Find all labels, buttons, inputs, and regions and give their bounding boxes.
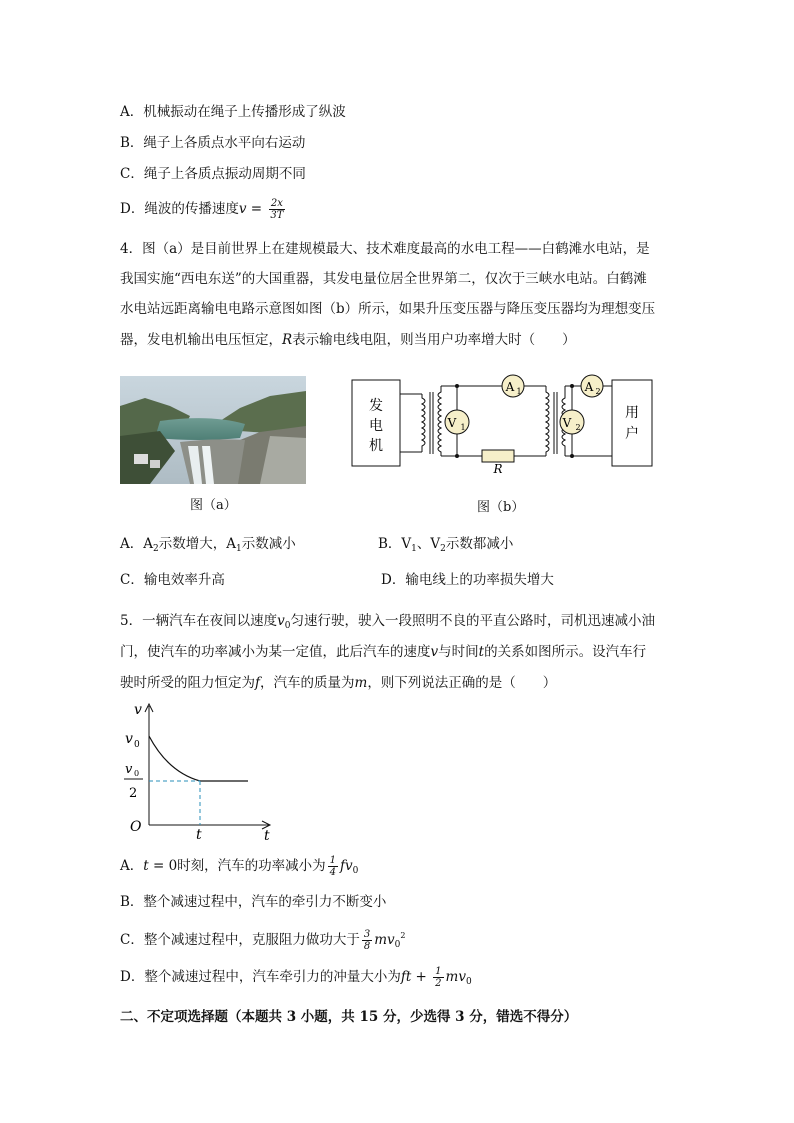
frac-den: 4 <box>329 867 337 878</box>
q5-l3-a: 驶时所受的阻力恒定为 <box>120 675 255 691</box>
q5a-eq: = 0 <box>148 858 178 874</box>
q5-l2-a: 门，使汽车的功率减小为某一定值，此后汽车的速度 <box>120 644 431 660</box>
q5-line-3 <box>120 673 556 693</box>
q5a-t: t <box>143 858 149 874</box>
q4a-part3: 示数减小 <box>241 536 296 552</box>
q4a-sub: 2 <box>153 544 159 554</box>
q5a-fv: fv <box>340 858 353 874</box>
q5a-b: 时刻，汽车的功率减小为 <box>177 858 326 874</box>
q5c-a: C．整个减速过程中，克服阻力做功大于 <box>120 932 360 948</box>
a2-sub: 2 <box>595 387 601 396</box>
origin-label: O <box>130 819 142 835</box>
v0-sub: 0 <box>134 740 140 750</box>
half-den: 2 <box>129 786 138 801</box>
v1-label: V <box>447 416 457 430</box>
v-axis-label: v <box>134 702 142 718</box>
q5d-plus: + <box>411 969 432 985</box>
q5-l2-v: v <box>430 644 439 660</box>
q4-line-4 <box>120 330 576 350</box>
q4-option-a <box>120 534 296 559</box>
q5-l2-t: t <box>478 644 485 660</box>
frac-num: 1 <box>329 855 337 866</box>
q4b-part3: 示数都减小 <box>445 536 514 552</box>
t-mark-label: t <box>196 827 202 842</box>
q5-l1-sub: 0 <box>284 621 291 631</box>
resistor-label: R <box>493 462 503 476</box>
frac-den: 2 <box>435 978 442 989</box>
q5-l1-v: v <box>277 613 285 629</box>
frac-num: 3 <box>363 929 371 940</box>
velocity-time-graph <box>118 700 282 842</box>
q5-l1-a: 5．一辆汽车在夜间以速度 <box>120 613 278 629</box>
q5a-a: A． <box>120 858 144 874</box>
circuit-diagram <box>350 372 660 476</box>
user-char-1: 用 <box>625 405 639 421</box>
q4b-part2: 、V <box>416 536 441 552</box>
generator-char-3: 机 <box>369 438 383 454</box>
q5d-a: D．整个减速过程中，汽车牵引力的冲量大小为 <box>120 969 401 985</box>
resistor-r <box>482 450 514 462</box>
fraction-1-4 <box>328 855 338 878</box>
q4-line-3: 水电站远距离输电电路示意图如图（b）所示，如果升压变压器与降压变压器均为理想变压 <box>120 301 656 317</box>
a1-label: A <box>505 380 515 394</box>
q5-l3-b: ，汽车的质量为 <box>260 675 355 691</box>
q4-line-1: 4．图（a）是目前世界上在建规模最大、技术难度最高的水电工程——白鹤滩水电站，是 <box>120 241 650 257</box>
q5d-sub: 0 <box>465 977 472 987</box>
equals: = <box>246 201 267 217</box>
fraction-1-2 <box>433 966 443 989</box>
t-axis-label: t <box>264 828 270 842</box>
generator-char-2: 电 <box>369 418 383 434</box>
q4-line-2: 我国实施“西电东送”的大国重器，其发电量位居全世界第二，仅次于三峡水电站。白鹤滩 <box>120 271 647 287</box>
q3-option-a: A．机械振动在绳子上传播形成了纵波 <box>120 104 346 120</box>
section-2-heading: 二、不定项选择题（本题共 3 小题，共 15 分，少选得 3 分，错选不得分） <box>120 1009 578 1025</box>
q5d-mv: mv <box>445 969 466 985</box>
q5-option-a <box>120 855 358 881</box>
generator-char-1: 发 <box>369 398 383 414</box>
half-num: v <box>125 762 133 777</box>
q4b-part1: B．V <box>378 536 412 552</box>
velocity-var: v <box>238 201 247 217</box>
q5d-ft: ft <box>400 969 412 985</box>
q4-option-b <box>378 534 513 559</box>
step-up-secondary-coil <box>438 386 441 456</box>
q5-l2-c: 的关系如图所示。设汽车行 <box>484 644 647 660</box>
q5a-sub: 0 <box>352 866 359 876</box>
q5-l3-c: ，则下列说法正确的是（ ） <box>367 675 557 691</box>
q4a-part2: 示数增大，A <box>158 536 236 552</box>
q5-option-c <box>120 926 405 955</box>
decel-curve <box>149 736 200 781</box>
a1-sub: 1 <box>516 387 522 396</box>
step-down-primary-coil <box>546 386 549 456</box>
q5-l3-f: f <box>255 675 260 691</box>
step-up-primary-coil <box>422 394 425 452</box>
user-char-2: 户 <box>625 426 639 442</box>
q4-option-d: D．输电线上的功率损失增大 <box>381 572 554 588</box>
q3-option-d-text: D．绳波的传播速度 <box>120 201 239 217</box>
q4-line-4-b: 表示输电线电阻，则当用户功率增大时（ ） <box>292 332 576 348</box>
frac-num: 2x <box>270 198 283 209</box>
q5c-sup: 2 <box>400 931 406 940</box>
q3-option-d <box>120 198 287 221</box>
fraction-2x-3t <box>268 198 285 221</box>
frac-den: 3T <box>270 210 284 221</box>
q4a-sub2: 1 <box>235 544 242 554</box>
q5-l1-b: 匀速行驶，驶入一段照明不良的平直公路时，司机迅速减小油 <box>290 613 655 629</box>
q5-line-1 <box>120 611 655 636</box>
q4b-sub2: 2 <box>440 544 446 554</box>
a2-label: A <box>584 380 594 394</box>
resistance-var: R <box>282 332 293 348</box>
half-num-sub: 0 <box>134 769 140 778</box>
q5c-sub: 0 <box>394 940 401 950</box>
q5-option-b: B．整个减速过程中，汽车的牵引力不断变小 <box>120 894 387 910</box>
q4b-sub: 1 <box>411 544 417 554</box>
caption-b: 图（b） <box>477 500 525 515</box>
frac-den: 8 <box>363 941 371 952</box>
q3-option-b: B．绳子上各质点水平向右运动 <box>120 135 306 151</box>
frac-num: 1 <box>435 966 442 977</box>
caption-a: 图（a） <box>190 498 237 513</box>
v1-sub: 1 <box>460 423 466 432</box>
q5-line-2 <box>120 642 646 662</box>
q4a-part1: A．A <box>120 536 153 552</box>
q5c-mv: mv <box>374 932 395 948</box>
q4-option-c: C．输电效率升高 <box>120 572 225 588</box>
q4-line-4-a: 器，发电机输出电压恒定， <box>120 332 282 348</box>
fraction-3-8 <box>362 929 372 952</box>
q5-l2-b: 与时间 <box>438 644 479 660</box>
v0-label: v <box>125 731 133 747</box>
v2-label: V <box>562 416 572 430</box>
q3-option-c: C．绳子上各质点振动周期不同 <box>120 166 306 182</box>
q5-option-d <box>120 966 472 992</box>
v2-sub: 2 <box>575 423 581 432</box>
dam-photo <box>120 376 306 484</box>
q5-l3-m: m <box>354 675 368 691</box>
user-box <box>612 380 652 466</box>
